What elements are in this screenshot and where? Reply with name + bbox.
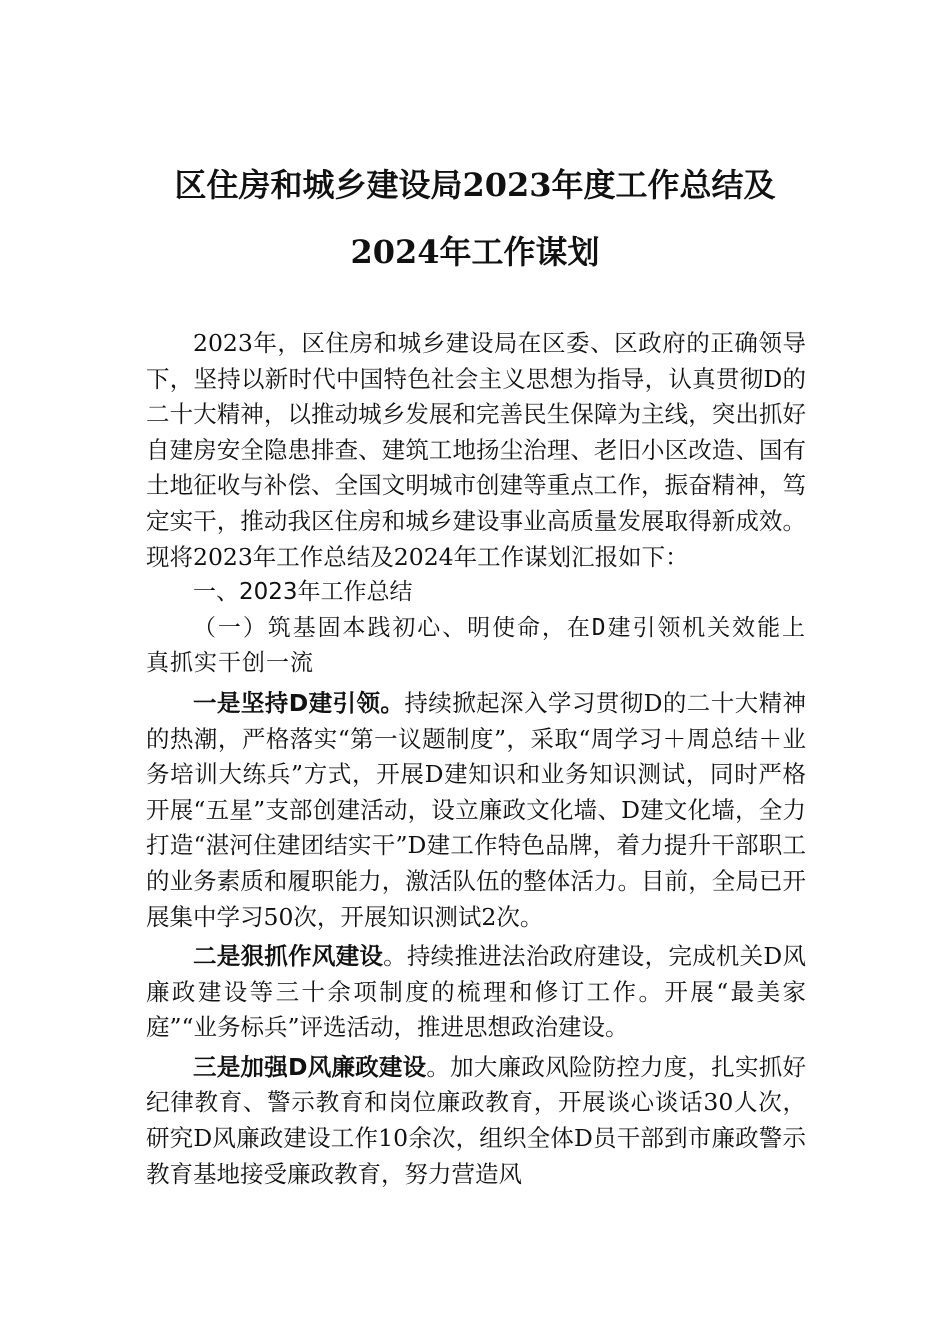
paragraph-lead-3: 三是加强D风廉政建设: [193, 1052, 427, 1081]
paragraph-lead-2: 二是狠抓作风建设: [193, 942, 384, 971]
intro-paragraph: 2023年，区住房和城乡建设局在区委、区政府的正确领导下，坚持以新时代中国特色社会主义思想为指导，认真贯彻D的二十大精神，以推动城乡发展和完善民生保障为主线，突出抓好自建房安全隐患排查、建筑工地扬尘治理、老旧小区改造、国有土地征收与补偿、全国文明城市创建等重点工作，振奋精神，笃定实干，推动我区住房和城乡建设事业高质量发展取得新成效。现将2023年工作总结及2024年工作谋划汇报如下：: [146, 329, 806, 571]
document-body: [146, 326, 806, 1192]
document-title-line-1: 区住房和城乡建设局2023年度工作总结及: [174, 166, 776, 204]
document-title-line-2: 2024年工作谋划: [350, 233, 600, 271]
body-paragraph-2: [146, 939, 806, 1046]
body-paragraph-1: [146, 686, 806, 935]
body-paragraph-3: [146, 1050, 806, 1192]
paragraph-text-2: 。持续推进法治政府建设，完成机关D风廉政建设等三十余项制度的梳理和修订工作。开展“最美家庭”“业务标兵”评选活动，推进思想政治建设。: [146, 942, 807, 1042]
paragraph-text-3: 。加大廉政风险防控力度，扎实抓好纪律教育、警示教育和岗位廉政教育，开展谈心谈话30人次，研究D风廉政建设工作10余次，组织全体D员干部到市廉政警示教育基地接受廉政教育，努力营造风: [146, 1052, 806, 1188]
section-heading-1: 一、2023年工作总结: [193, 579, 413, 606]
subsection-heading-1: （一）筑基固本践初心、明使命，在D建引领机关效能上真抓实干创一流: [146, 614, 806, 677]
paragraph-text-1: 持续掀起深入学习贯彻D的二十大精神的热潮，严格落实“第一议题制度”，采取“周学习＋周总结＋业务培训大练兵”方式，开展D建知识和业务知识测试，同时严格开展“五星”支部创建活动，设立廉政文化墙、D建文化墙，全力打造“湛河住建团结实干”D建工作特色品牌，着力提升干部职工的业务素质和履职能力，激活队伍的整体活力。目前，全局已开展集中学习50次，开展知识测试2次。: [146, 688, 806, 931]
paragraph-lead-1: 一是坚持D建引领。: [193, 688, 405, 717]
